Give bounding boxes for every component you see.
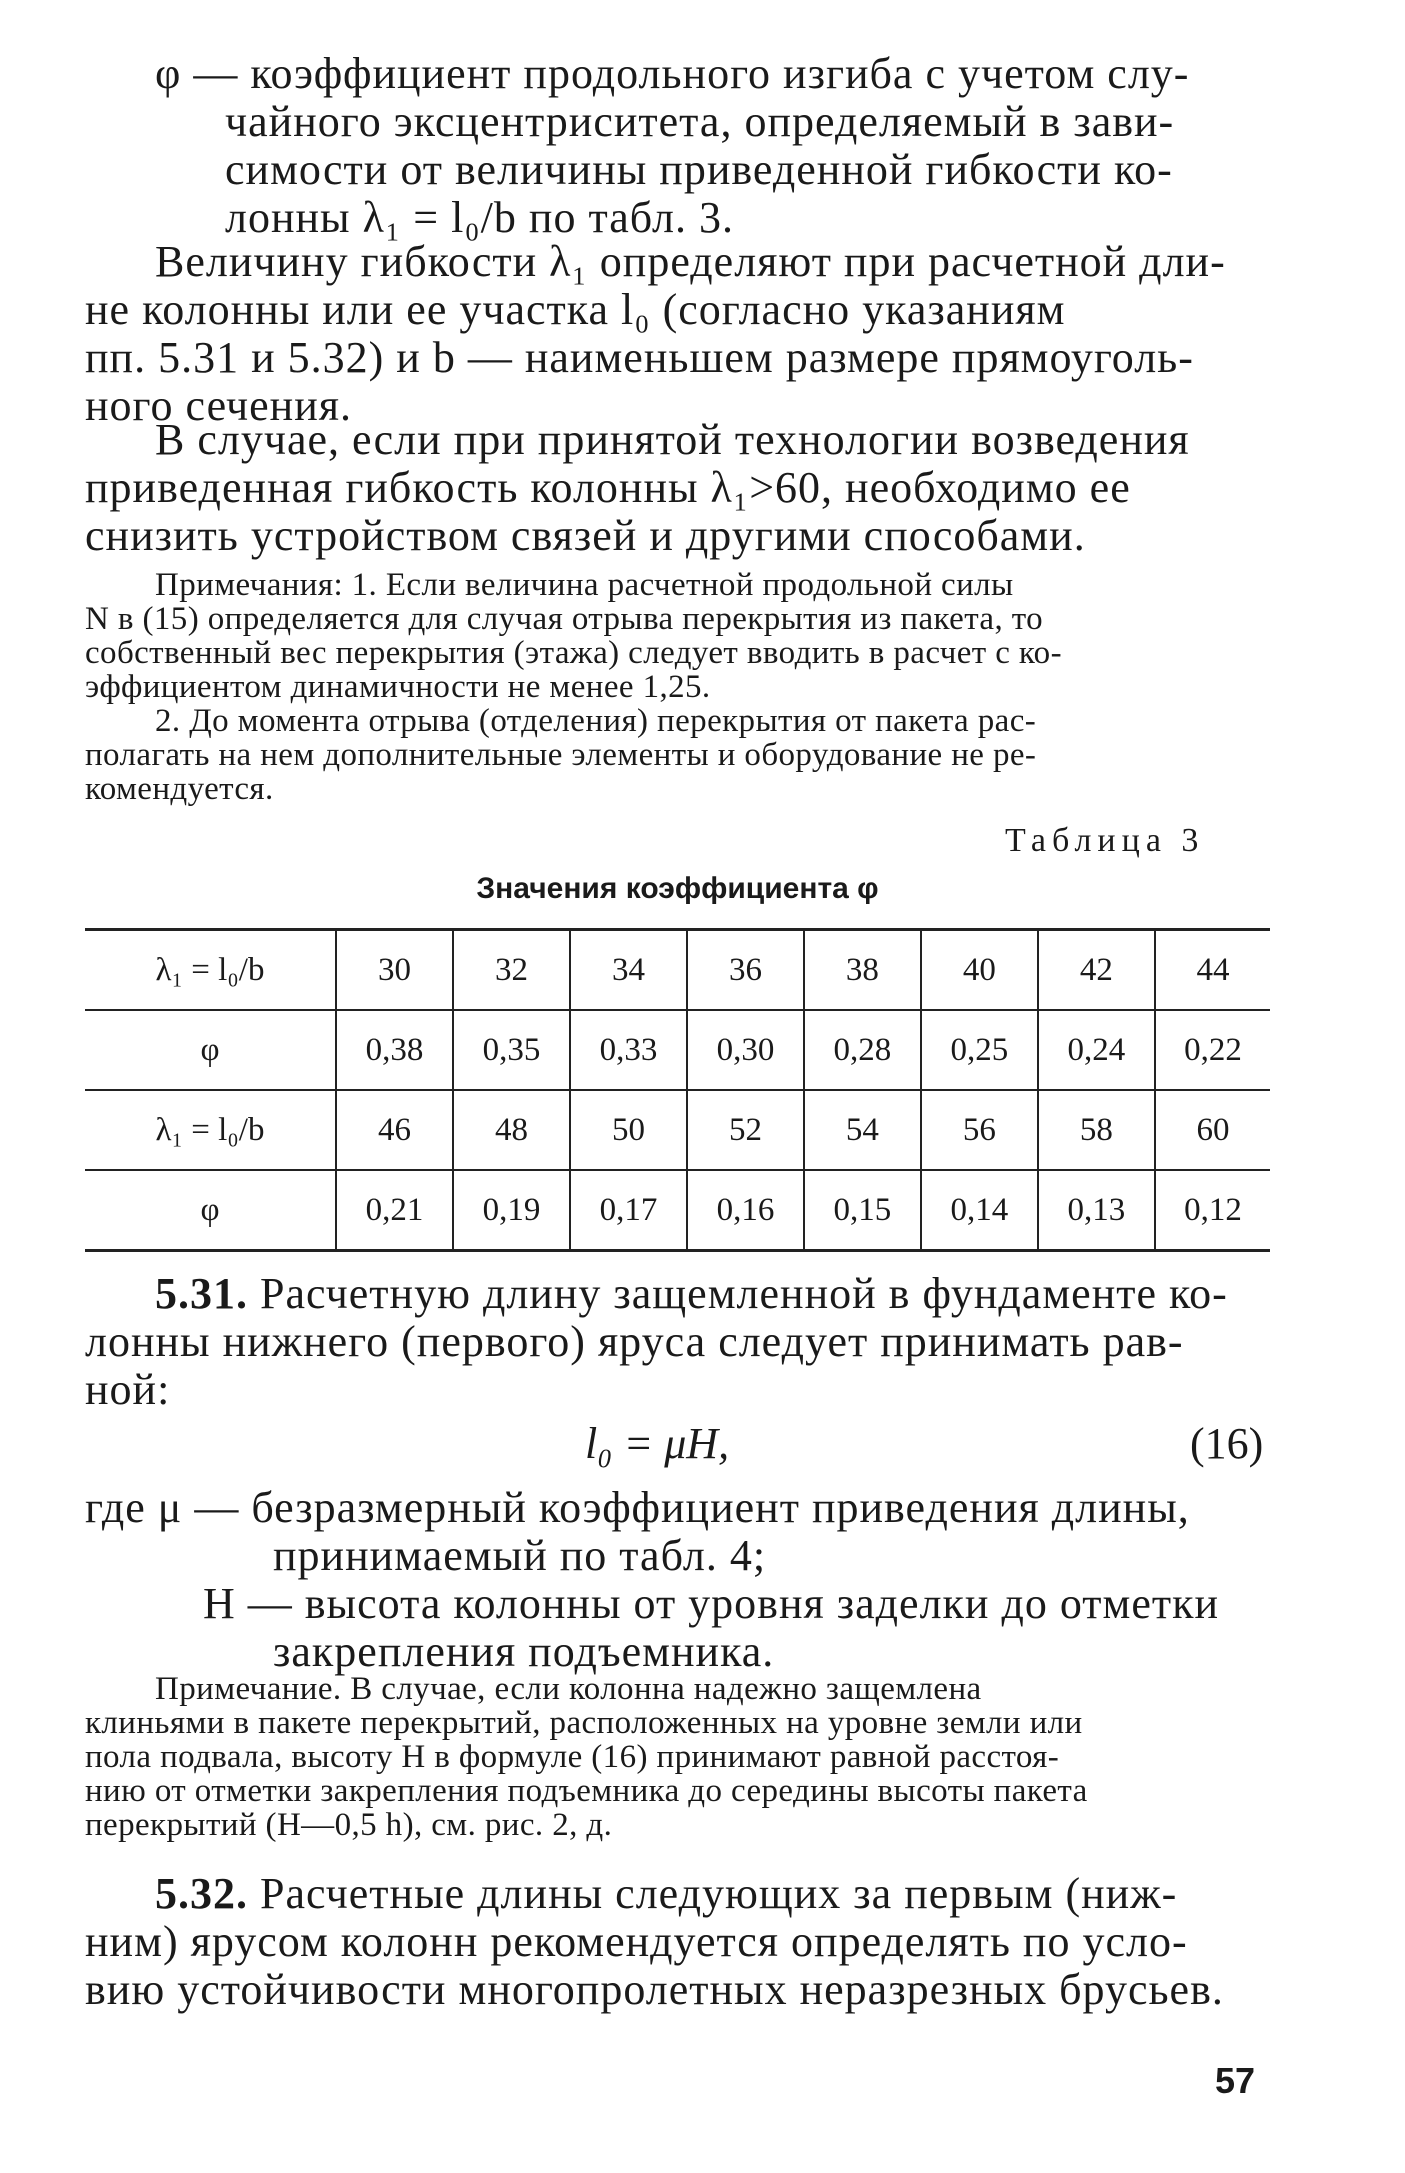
text-line: пп. 5.31 и 5.32) и b — наименьшем размере прямоуголь-	[85, 333, 1194, 382]
page-number: 57	[1215, 2060, 1256, 2101]
text-line: полагать на нем дополнительные элементы и оборудование не ре-	[85, 737, 1037, 773]
text-line: где μ — безразмерный коэффициент приведения длины,	[85, 1483, 1190, 1532]
section-5-31	[85, 1269, 1275, 1414]
text-line: В случае, если при принятой технологии возведения	[155, 415, 1190, 464]
table-cell: 52	[687, 1090, 804, 1170]
table-cell: λ₁ = l₀/b	[155, 951, 265, 988]
table-cell: 0,14	[921, 1170, 1038, 1251]
table-caption: Значения коэффициента φ	[476, 872, 879, 905]
text-line: перекрытий (H—0,5 h), см. рис. 2, д.	[85, 1807, 613, 1843]
table-cell: 30	[336, 930, 453, 1011]
text-line: H — высота колонны от уровня заделки до отметки	[203, 1579, 1220, 1628]
table-cell: 44	[1155, 930, 1270, 1011]
text-line: ного сечения.	[85, 381, 352, 430]
table-cell: 0,12	[1155, 1170, 1270, 1251]
table-cell: 0,19	[453, 1170, 570, 1251]
table-cell: φ	[200, 1191, 220, 1228]
text-line: Величину гибкости λ₁ определяют при расчетной дли-	[155, 237, 1226, 286]
text-line: ной:	[85, 1365, 171, 1414]
where-block	[85, 1483, 1275, 1676]
table-row	[85, 1170, 1270, 1251]
formula: l₀ = μH,	[585, 1419, 730, 1468]
table-cell: 0,35	[453, 1010, 570, 1090]
text-line: пола подвала, высоту H в формуле (16) принимают равной расстоя-	[85, 1739, 1060, 1775]
table-row	[85, 1010, 1270, 1090]
table-cell: 0,16	[687, 1170, 804, 1251]
paragraph-slenderness	[85, 237, 1275, 430]
table-cell: 46	[336, 1090, 453, 1170]
table-cell: 40	[921, 930, 1038, 1011]
table-cell: 0,17	[570, 1170, 687, 1251]
text-line: клиньями в пакете перекрытий, расположенных на уровне земли или	[85, 1705, 1083, 1741]
text-line: симости от величины приведенной гибкости ко-	[225, 145, 1173, 194]
text-line: Расчетную длину защемленной в фундаменте ко-	[260, 1269, 1228, 1318]
text-line: закрепления подъемника.	[273, 1627, 775, 1676]
section-number: 5.31.	[155, 1269, 248, 1318]
table-cell: 42	[1038, 930, 1155, 1011]
table-cell: 54	[804, 1090, 921, 1170]
text-line: собственный вес перекрытия (этажа) следует вводить в расчет с ко-	[85, 635, 1062, 671]
text-line: комендуется.	[85, 771, 274, 807]
table-row	[85, 1090, 1270, 1170]
text-line: принимаемый по табл. 4;	[273, 1531, 767, 1580]
notes-block	[85, 568, 1275, 806]
table-cell: 0,30	[687, 1010, 804, 1090]
table-cell: 38	[804, 930, 921, 1011]
section-number: 5.32.	[155, 1869, 248, 1918]
note-block	[85, 1672, 1275, 1842]
paragraph-technology	[85, 415, 1275, 560]
phi-definition	[155, 49, 1275, 242]
table-cell: 34	[570, 930, 687, 1011]
table-cell: 58	[1038, 1090, 1155, 1170]
formula-number: (16)	[1190, 1419, 1264, 1468]
table-cell: φ	[200, 1031, 220, 1068]
text-line: ним) ярусом колонн рекомендуется определять по усло-	[85, 1917, 1188, 1966]
text-line: эффициентом динамичности не менее 1,25.	[85, 669, 711, 705]
table-cell: 56	[921, 1090, 1038, 1170]
text-line: φ — коэффициент продольного изгиба с учетом слу-	[155, 49, 1190, 98]
table-cell: 0,38	[336, 1010, 453, 1090]
table-cell: 0,22	[1155, 1010, 1270, 1090]
text-line: Примечание. В случае, если колонна надежно защемлена	[155, 1671, 982, 1707]
text-line: 2. До момента отрыва (отделения) перекрытия от пакета рас-	[155, 703, 1037, 739]
table-cell: 60	[1155, 1090, 1270, 1170]
text-line: снизить устройством связей и другими способами.	[85, 511, 1086, 560]
text-line: N в (15) определяется для случая отрыва перекрытия из пакета, то	[85, 601, 1044, 637]
text-line: Расчетные длины следующих за первым (ниж-	[260, 1869, 1178, 1918]
section-5-32	[85, 1869, 1275, 2014]
table-row	[85, 930, 1270, 1011]
text-line: чайного эксцентриситета, определяемый в зави-	[225, 97, 1175, 146]
text-line: лонны λ₁ = l₀/b по табл. 3.	[225, 193, 734, 242]
table-cell: 0,21	[336, 1170, 453, 1251]
table-cell: 50	[570, 1090, 687, 1170]
table-cell: 0,15	[804, 1170, 921, 1251]
table-cell: 0,28	[804, 1010, 921, 1090]
table-cell: 0,13	[1038, 1170, 1155, 1251]
table-cell: 0,25	[921, 1010, 1038, 1090]
coefficient-table	[85, 928, 1270, 1252]
text-line: нию от отметки закрепления подъемника до середины высоты пакета	[85, 1773, 1088, 1809]
table-number: Таблица 3	[1005, 822, 1205, 859]
table-cell: 0,33	[570, 1010, 687, 1090]
table-cell: 48	[453, 1090, 570, 1170]
table-cell: 32	[453, 930, 570, 1011]
text-line: лонны нижнего (первого) яруса следует принимать рав-	[85, 1317, 1184, 1366]
text-line: приведенная гибкость колонны λ₁>60, необходимо ее	[85, 463, 1131, 512]
text-line: Примечания: 1. Если величина расчетной продольной силы	[155, 567, 1014, 603]
text-line: не колонны или ее участка l₀ (согласно указаниям	[85, 285, 1066, 334]
table-cell: 36	[687, 930, 804, 1011]
table-cell: 0,24	[1038, 1010, 1155, 1090]
table-cell: λ₁ = l₀/b	[155, 1111, 265, 1148]
text-line: вию устойчивости многопролетных неразрезных брусьев.	[85, 1965, 1224, 2014]
